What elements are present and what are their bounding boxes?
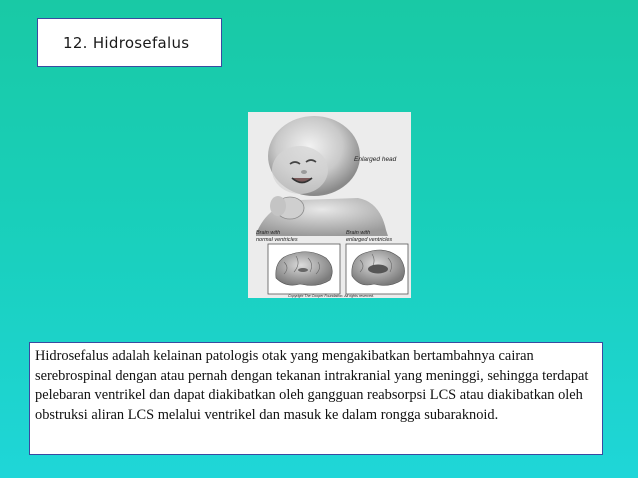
label-enlarged-head: Enlarged head (354, 156, 397, 163)
label-enlarged-line1: Brain with (346, 230, 371, 236)
label-normal-line1: Brain with (256, 230, 281, 236)
illustration-drawing (248, 112, 411, 298)
slide-title-text: 12. Hidrosefalus (63, 33, 190, 52)
slide-title (37, 18, 222, 67)
label-enlarged-line2: enlarged ventricles (346, 237, 393, 243)
hydrocephalus-illustration (248, 112, 411, 298)
label-normal-line2: normal ventricles (256, 237, 298, 243)
description-box (29, 342, 603, 455)
figure-copyright: Copyright The Cooper Foundation. All rights reserved. (288, 294, 374, 298)
description-text: Hidrosefalus adalah kelainan patologis otak yang mengakibatkan bertambahnya cairan serebrospinal dengan atau pernah dengan tekanan intrakranial yang meninggi, sehingga terdapat pelebaran ventrikel dan dapat diakibatkan oleh gangguan reabsorpsi LCS atau diakibatkan oleh obstruksi aliran LCS melalui ventrikel dan masuk ke dalam rongga subaraknoid. (35, 348, 589, 423)
